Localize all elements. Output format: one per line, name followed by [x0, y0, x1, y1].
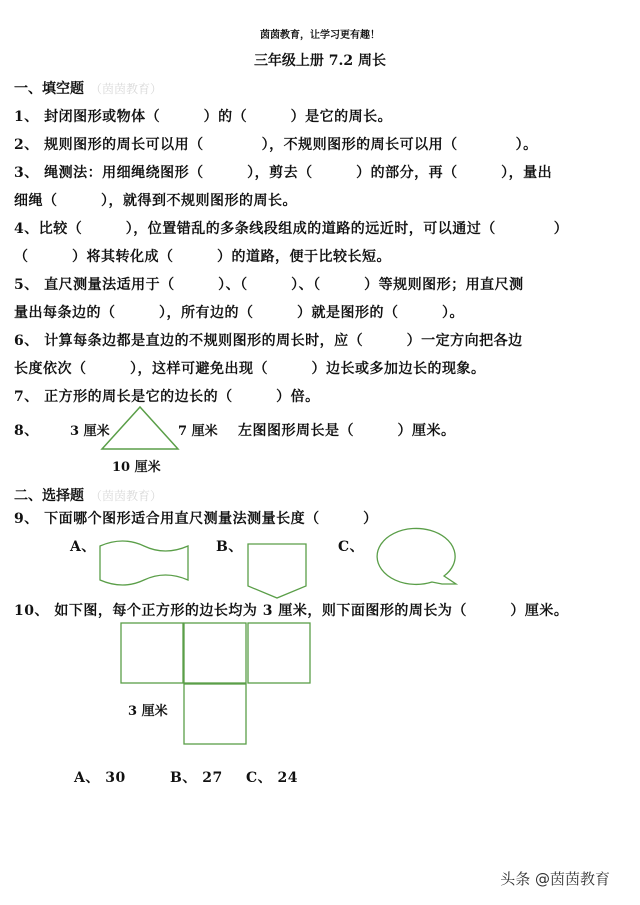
watermark-text: （茵茵教育） — [90, 489, 163, 503]
question-8-text: 左图图形周长是（ ）厘米。 — [238, 423, 456, 439]
section-choice-label: 二、选择题 — [14, 488, 84, 504]
question-6-line-2: 长度依次（ ），这样可避免出现（ ）边长或多加边长的现象。 — [14, 361, 486, 377]
section-fill-blank-title — [14, 78, 162, 98]
watermark-text: （茵茵教育） — [90, 82, 163, 96]
section-choice-title — [14, 485, 162, 505]
question-3-line-1: 3、 绳测法：用细绳绕图形（ ），剪去（ ）的部分，再（ ），量出 — [14, 165, 553, 181]
triangle-left-label: 3 厘米 — [70, 424, 110, 439]
option-a-label: A、 — [70, 539, 96, 555]
triangle-figure — [100, 405, 180, 451]
section-fill-blank-label: 一、填空题 — [14, 81, 84, 97]
choice-a: A、 30 — [74, 770, 126, 786]
question-5-line-2: 量出每条边的（ ），所有边的（ ）就是图形的（ ）。 — [14, 305, 464, 321]
option-c-label: C、 — [338, 539, 365, 555]
question-1: 1、 封闭图形或物体（ ）的（ ）是它的周长。 — [14, 109, 393, 125]
choice-c: C、 24 — [246, 770, 298, 786]
rounded-shape — [378, 526, 460, 588]
page-title: 三年级上册 7.2 周长 — [253, 53, 387, 69]
square-side-label: 3 厘米 — [128, 704, 168, 719]
question-10: 10、 如下图，每个正方形的边长均为 3 厘米，则下面图形的周长为（ ）厘米。 — [14, 603, 569, 619]
pentagon-shape — [246, 542, 308, 600]
choice-b: B、 27 — [170, 770, 223, 786]
question-4-line-2: （ ）将其转化成（ ）的道路，便于比较长短。 — [14, 249, 391, 265]
triangle-base-label: 10 厘米 — [112, 460, 161, 475]
squares-figure — [120, 622, 312, 746]
question-5-line-1: 5、 直尺测量法适用于（ ）、（ ）、（ ）等规则图形；用直尺测 — [14, 277, 524, 293]
question-6-line-1: 6、 计算每条边都是直边的不规则图形的周长时，应（ ）一定方向把各边 — [14, 333, 523, 349]
question-8-number: 8、 — [14, 423, 39, 439]
question-4-line-1: 4、比较（ ），位置错乱的多条线段组成的道路的远近时，可以通过（ ） — [14, 221, 569, 237]
option-b-label: B、 — [216, 539, 243, 555]
wavy-rectangle-shape — [98, 538, 190, 588]
question-3-line-2: 细绳（ ），就得到不规则图形的周长。 — [14, 193, 297, 209]
question-2: 2、 规则图形的周长可以用（ ），不规则图形的周长可以用（ ）。 — [14, 137, 538, 153]
question-9: 9、 下面哪个图形适合用直尺测量法测量长度（ ） — [14, 511, 378, 527]
footer-watermark: 头条 @茵茵教育 — [500, 870, 610, 888]
question-7: 7、 正方形的周长是它的边长的（ ）倍。 — [14, 389, 320, 405]
triangle-right-label: 7 厘米 — [178, 424, 218, 439]
page-header: 茵茵教育，让学习更有趣！ — [260, 30, 380, 41]
